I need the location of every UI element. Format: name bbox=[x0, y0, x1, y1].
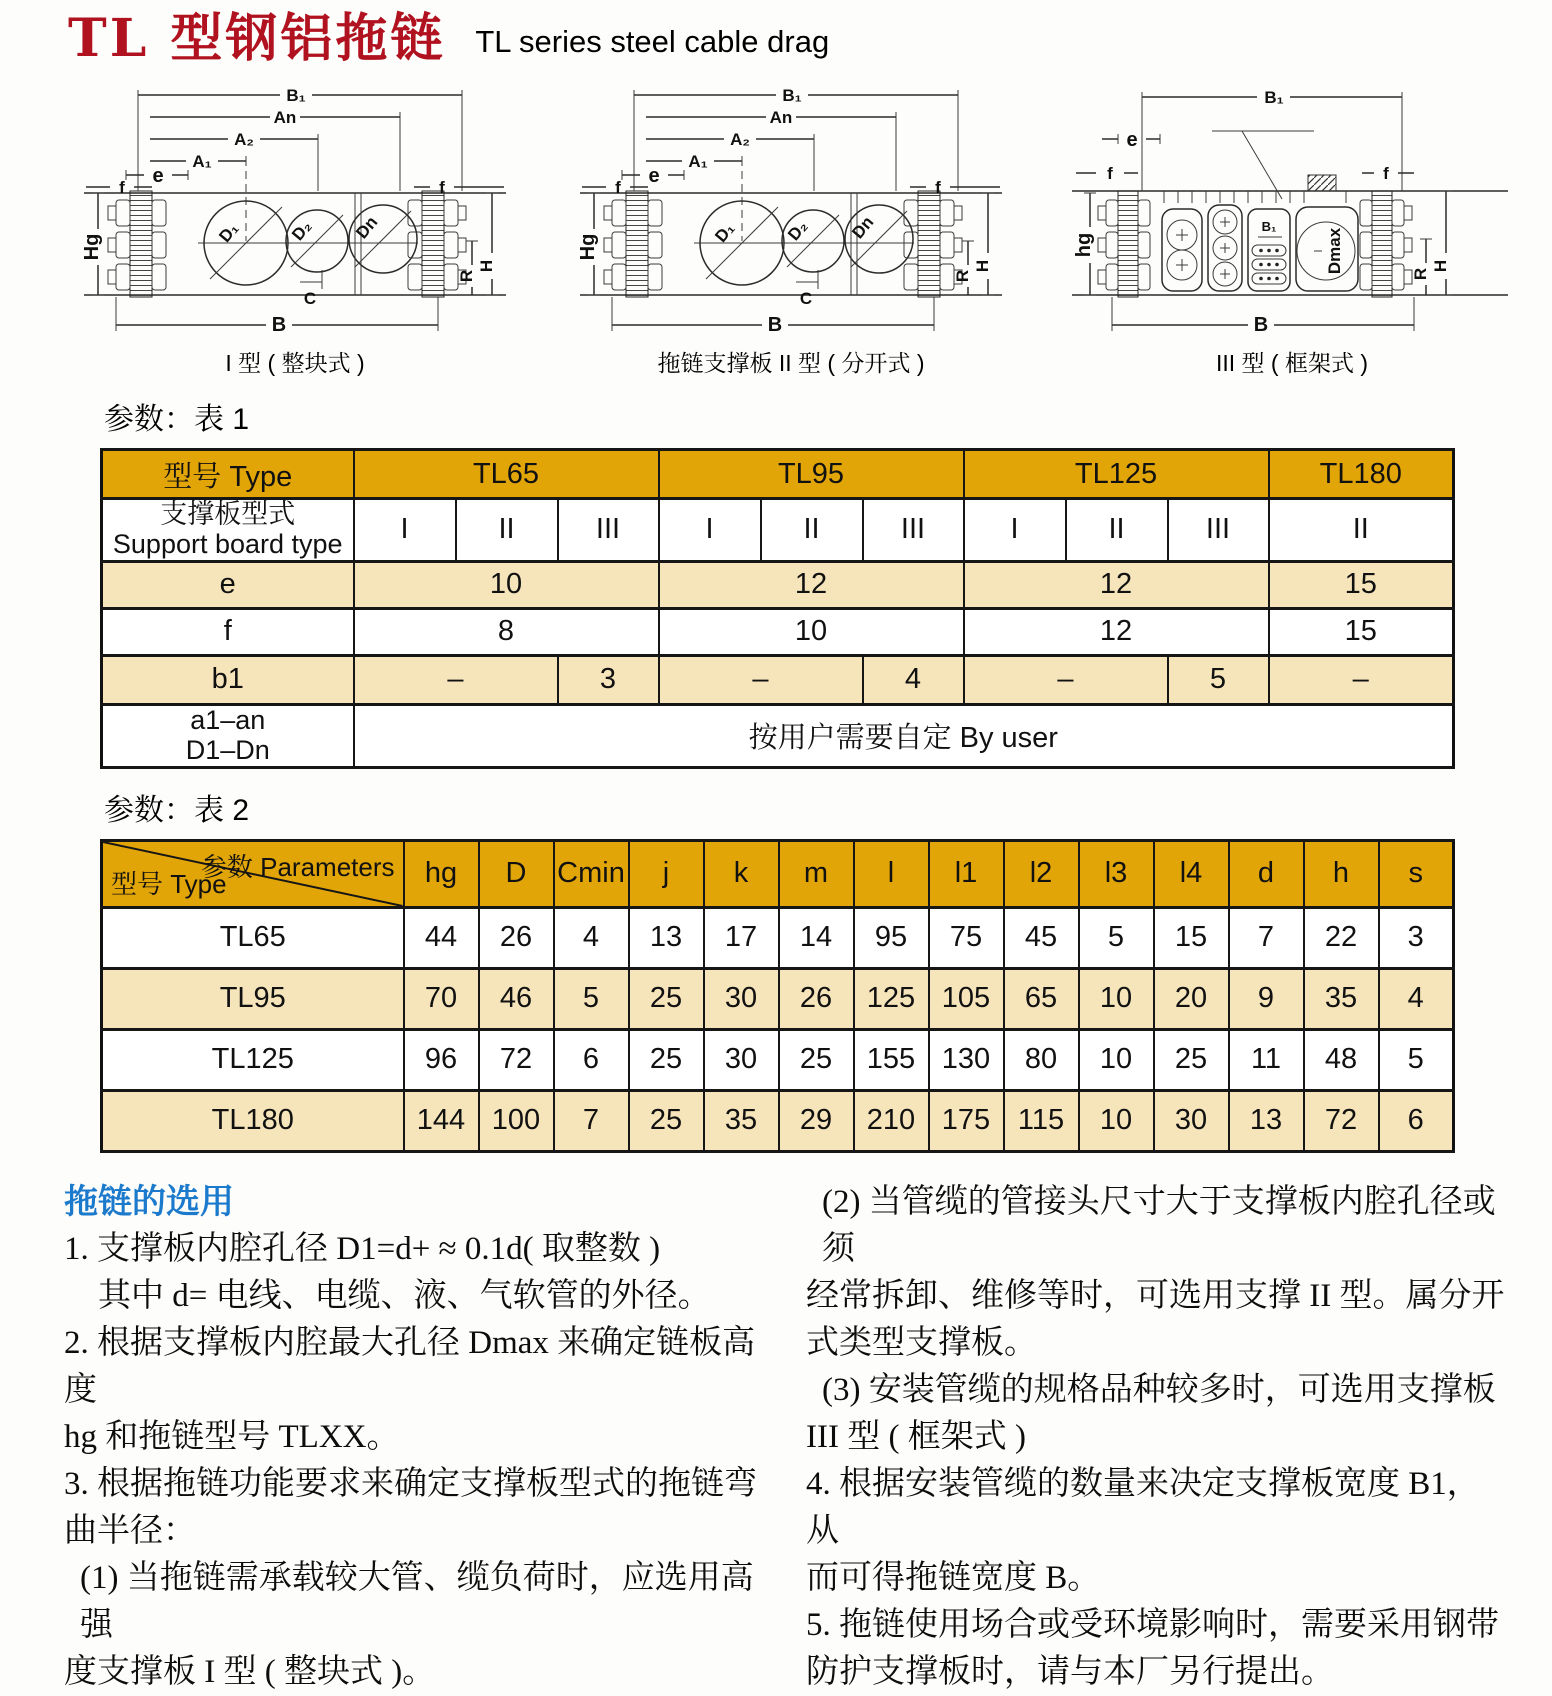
t2-col-header: l bbox=[854, 840, 929, 907]
t1-model-tl95: TL95 bbox=[659, 450, 964, 499]
t2-col-header: l2 bbox=[1004, 840, 1079, 907]
chain-link-right-3 bbox=[1360, 191, 1412, 297]
t2-col-header: Cmin bbox=[554, 840, 629, 907]
t2-cell: 5 bbox=[1079, 907, 1154, 968]
dim-label-f-left: f bbox=[1107, 164, 1113, 184]
t1-f-label: f bbox=[102, 608, 354, 655]
t1-type-header: 型号 Type bbox=[102, 450, 354, 499]
t2-cell: 5 bbox=[554, 968, 629, 1029]
t1-user-label-line2: D1–Dn bbox=[185, 734, 270, 765]
t1-cell: – bbox=[659, 655, 863, 704]
t2-cell: 5 bbox=[1379, 1029, 1454, 1090]
dim-label-a2: A₂ bbox=[234, 130, 254, 150]
t1-support-label-cn: 支撑板型式 bbox=[160, 499, 296, 530]
t2-cell: 125 bbox=[854, 968, 929, 1029]
t1-cell: 5 bbox=[1168, 655, 1269, 704]
note-line: 2. 根据支撑板内腔最大孔径 Dmax 来确定链板高度 bbox=[64, 1324, 756, 1408]
table-2 bbox=[100, 839, 1455, 1153]
dim-label-r: R bbox=[457, 270, 476, 283]
t1-cell: II bbox=[456, 499, 558, 561]
notes-heading: 拖链的选用 bbox=[64, 1182, 234, 1221]
t1-e-label: e bbox=[102, 561, 354, 608]
t1-user-label bbox=[102, 704, 354, 767]
diagram-block-3 bbox=[1062, 73, 1522, 378]
t2-model: TL95 bbox=[102, 968, 404, 1029]
dim-label-h: H bbox=[477, 260, 496, 273]
selection-notes bbox=[0, 1153, 1552, 1696]
dim-label-e: e bbox=[152, 165, 164, 188]
note-line: 而可得拖链宽度 B。 bbox=[806, 1559, 1101, 1596]
t2-cell: 17 bbox=[704, 907, 779, 968]
t2-cell: 72 bbox=[1304, 1090, 1379, 1151]
diagram-type-II bbox=[566, 73, 1016, 345]
t2-model: TL180 bbox=[102, 1090, 404, 1151]
t2-cell: 35 bbox=[704, 1090, 779, 1151]
t2-cell: 13 bbox=[629, 907, 704, 968]
t2-model: TL65 bbox=[102, 907, 404, 968]
table1-caption: 参数：表 1 bbox=[104, 403, 250, 437]
t1-cell: – bbox=[964, 655, 1168, 704]
t2-col-header: m bbox=[779, 840, 854, 907]
t2-cell: 155 bbox=[854, 1029, 929, 1090]
t2-col-header: l3 bbox=[1079, 840, 1154, 907]
t2-cell: 26 bbox=[479, 907, 554, 968]
note-line: 4. 根据安装管缆的数量来决定支撑板宽度 B1，从 bbox=[806, 1465, 1480, 1549]
page-header bbox=[0, 0, 1552, 67]
note-line: 经常拆卸、维修等时，可选用支撑 II 型。属分开 bbox=[806, 1277, 1505, 1314]
notes-right-column bbox=[806, 1179, 1512, 1696]
dim-label-a2: A₂ bbox=[730, 130, 750, 150]
note-line: hg 和拖链型号 TLXX。 bbox=[64, 1418, 400, 1455]
t1-user-value: 按用户需要自定 By user bbox=[354, 704, 1454, 767]
t2-cell: 25 bbox=[629, 968, 704, 1029]
note-line: 3. 根据拖链功能要求来确定支撑板型式的拖链弯 bbox=[64, 1465, 757, 1502]
t2-cell: 25 bbox=[629, 1090, 704, 1151]
t2-cell: 7 bbox=[554, 1090, 629, 1151]
dim-label-f-right: f bbox=[1383, 164, 1389, 184]
t2-cell: 65 bbox=[1004, 968, 1079, 1029]
chain-link-left-3 bbox=[1098, 191, 1150, 297]
dim-lines-top-1 bbox=[86, 90, 504, 191]
diagram-block-1 bbox=[70, 73, 520, 378]
t2-cell: 4 bbox=[1379, 968, 1454, 1029]
t2-cell: 44 bbox=[404, 907, 479, 968]
t2-cell: 22 bbox=[1304, 907, 1379, 968]
t2-cell: 25 bbox=[629, 1029, 704, 1090]
t2-cell: 20 bbox=[1154, 968, 1229, 1029]
diagram-block-2 bbox=[566, 73, 1016, 378]
dim-label-b1: B₁ bbox=[286, 86, 306, 106]
t2-model: TL125 bbox=[102, 1029, 404, 1090]
t1-cell: I bbox=[354, 499, 456, 561]
chain-link-left-2 bbox=[604, 191, 662, 297]
t2-row-tl125 bbox=[102, 1029, 1454, 1090]
t2-corner-cell bbox=[102, 840, 404, 907]
t2-cell: 48 bbox=[1304, 1029, 1379, 1090]
dim-label-h: H bbox=[1431, 260, 1450, 273]
t2-row-tl65 bbox=[102, 907, 1454, 968]
t2-cell: 115 bbox=[1004, 1090, 1079, 1151]
t2-cell: 35 bbox=[1304, 968, 1379, 1029]
diagrams-row bbox=[0, 67, 1552, 378]
dim-label-d2: D₂ bbox=[288, 216, 316, 245]
t1-cell: III bbox=[558, 499, 659, 561]
dim-label-dmax: Dmax bbox=[1325, 228, 1344, 275]
t1-cell: 10 bbox=[354, 561, 659, 608]
t1-cell: 10 bbox=[659, 608, 964, 655]
dim-label-h: H bbox=[973, 260, 992, 273]
t2-cell: 6 bbox=[554, 1029, 629, 1090]
t2-cell: 46 bbox=[479, 968, 554, 1029]
note-line: III 型 ( 框架式 ) bbox=[806, 1418, 1026, 1455]
t1-cell: I bbox=[659, 499, 761, 561]
t1-user-label-line1: a1–an bbox=[190, 704, 266, 735]
t2-cell: 95 bbox=[854, 907, 929, 968]
t2-cell: 15 bbox=[1154, 907, 1229, 968]
diagram-caption-2: 拖链支撑板 II 型 ( 分开式 ) bbox=[657, 350, 925, 377]
t1-cell: III bbox=[863, 499, 964, 561]
dim-label-f-right: f bbox=[935, 178, 941, 198]
dim-label-b: B bbox=[1253, 314, 1269, 337]
t2-col-header: D bbox=[479, 840, 554, 907]
diagram-caption-3: III 型 ( 框架式 ) bbox=[1215, 350, 1369, 377]
dim-label-a1: A₁ bbox=[688, 152, 708, 172]
t2-corner-type: 型号 Type bbox=[111, 868, 227, 899]
dim-lines-top-2 bbox=[582, 90, 1000, 191]
note-line: 其中 d= 电线、电缆、液、气软管的外径。 bbox=[98, 1277, 711, 1314]
t1-cell: – bbox=[354, 655, 558, 704]
t1-cell: – bbox=[1269, 655, 1454, 704]
note-line: (3) 安装管缆的规格品种较多时，可选用支撑板 bbox=[822, 1371, 1496, 1408]
t2-col-header: d bbox=[1229, 840, 1304, 907]
t2-cell: 80 bbox=[1004, 1029, 1079, 1090]
t2-col-header: k bbox=[704, 840, 779, 907]
t2-col-header: h bbox=[1304, 840, 1379, 907]
dim-label-b1: B₁ bbox=[782, 86, 802, 106]
t1-cell: II bbox=[1066, 499, 1168, 561]
dim-label-b: B bbox=[271, 314, 287, 337]
dim-lines-side-3 bbox=[1084, 191, 1452, 331]
t2-corner-parameters: 参数 Parameters bbox=[200, 851, 395, 882]
t2-col-header: j bbox=[629, 840, 704, 907]
t1-cell: II bbox=[1269, 499, 1454, 561]
t2-col-header: s bbox=[1379, 840, 1454, 907]
dim-label-b1-inner: B₁ bbox=[1261, 219, 1277, 235]
t2-cell: 175 bbox=[929, 1090, 1004, 1151]
t1-e-row bbox=[102, 561, 1454, 608]
t2-cell: 14 bbox=[779, 907, 854, 968]
t2-cell: 96 bbox=[404, 1029, 479, 1090]
t1-support-row bbox=[102, 499, 1454, 561]
note-line: 式类型支撑板。 bbox=[806, 1324, 1037, 1361]
dim-label-a1: A₁ bbox=[192, 152, 212, 172]
note-line: 曲半径： bbox=[64, 1512, 196, 1549]
t1-cell: I bbox=[964, 499, 1066, 561]
dim-label-e: e bbox=[648, 165, 660, 188]
t2-cell: 6 bbox=[1379, 1090, 1454, 1151]
dim-label-hg: hg bbox=[1073, 232, 1095, 258]
t1-cell: 4 bbox=[863, 655, 964, 704]
note-line: 度支撑板 I 型 ( 整块式 )。 bbox=[64, 1653, 436, 1690]
note-line: 1. 支撑板内腔孔径 D1=d+ ≈ 0.1d( 取整数 ) bbox=[64, 1230, 661, 1267]
t1-user-row bbox=[102, 704, 1454, 767]
dim-label-hg: Hg bbox=[577, 233, 599, 261]
t2-cell: 13 bbox=[1229, 1090, 1304, 1151]
note-line: 5. 拖链使用场合或受环境影响时，需要采用钢带 bbox=[806, 1606, 1499, 1643]
t2-cell: 29 bbox=[779, 1090, 854, 1151]
t1-header-row bbox=[102, 450, 1454, 499]
dim-label-r: R bbox=[953, 270, 972, 283]
dim-label-d2: D₂ bbox=[784, 216, 812, 245]
t2-cell: 7 bbox=[1229, 907, 1304, 968]
t1-f-row bbox=[102, 608, 1454, 655]
t2-col-header: l1 bbox=[929, 840, 1004, 907]
dim-label-dn: Dn bbox=[352, 212, 382, 243]
page-title-en: TL series steel cable drag bbox=[475, 24, 830, 60]
t2-cell: 30 bbox=[704, 1029, 779, 1090]
note-line: 防护支撑板时，请与本厂另行提出。 bbox=[806, 1653, 1334, 1690]
t2-cell: 144 bbox=[404, 1090, 479, 1151]
note-line: (1) 当拖链需承载较大管、缆负荷时，应选用高强 bbox=[80, 1559, 754, 1643]
t2-cell: 100 bbox=[479, 1090, 554, 1151]
dim-label-d1: D₁ bbox=[215, 219, 243, 247]
t2-cell: 26 bbox=[779, 968, 854, 1029]
table2-caption: 参数：表 2 bbox=[104, 793, 250, 827]
t1-b1-row bbox=[102, 655, 1454, 704]
t1-support-label-en: Support board type bbox=[112, 528, 343, 559]
dim-label-b1: B₁ bbox=[1264, 88, 1284, 108]
dim-label-f-right: f bbox=[439, 178, 445, 198]
t2-cell: 72 bbox=[479, 1029, 554, 1090]
t2-row-tl180 bbox=[102, 1090, 1454, 1151]
t1-model-tl125: TL125 bbox=[964, 450, 1269, 499]
t1-model-tl65: TL65 bbox=[354, 450, 659, 499]
table-1 bbox=[100, 448, 1455, 768]
dim-label-hg: Hg bbox=[81, 233, 103, 261]
note-line: (2) 当管缆的管接头尺寸大于支撑板内腔孔径或须 bbox=[822, 1183, 1496, 1267]
t2-cell: 25 bbox=[1154, 1029, 1229, 1090]
page-title-cn: TL 型钢铝拖链 bbox=[68, 8, 446, 69]
t1-cell: 12 bbox=[659, 561, 964, 608]
dim-label-f-left: f bbox=[615, 178, 621, 198]
t1-cell: 12 bbox=[964, 561, 1269, 608]
t2-cell: 30 bbox=[1154, 1090, 1229, 1151]
t1-support-label bbox=[102, 499, 354, 561]
t2-cell: 10 bbox=[1079, 968, 1154, 1029]
t1-cell: III bbox=[1168, 499, 1269, 561]
t2-cell: 45 bbox=[1004, 907, 1079, 968]
t1-cell: 15 bbox=[1269, 561, 1454, 608]
t2-header-row bbox=[102, 840, 1454, 907]
dim-label-b: B bbox=[767, 314, 783, 337]
t1-cell: II bbox=[761, 499, 863, 561]
t2-cell: 105 bbox=[929, 968, 1004, 1029]
t2-col-header: hg bbox=[404, 840, 479, 907]
t2-cell: 11 bbox=[1229, 1029, 1304, 1090]
t2-cell: 10 bbox=[1079, 1090, 1154, 1151]
chain-link-left-1 bbox=[108, 191, 166, 297]
diagram-type-I bbox=[70, 73, 520, 345]
dim-label-an: An bbox=[273, 108, 297, 128]
t1-cell: 8 bbox=[354, 608, 659, 655]
diagram-caption-1: I 型 ( 整块式 ) bbox=[225, 350, 365, 377]
t2-cell: 75 bbox=[929, 907, 1004, 968]
dim-label-c: C bbox=[303, 289, 317, 309]
t2-cell: 130 bbox=[929, 1029, 1004, 1090]
dim-label-d1: D₁ bbox=[711, 219, 739, 247]
dim-label-f-left: f bbox=[119, 178, 125, 198]
t1-cell: 3 bbox=[558, 655, 659, 704]
t2-col-header: l4 bbox=[1154, 840, 1229, 907]
notes-left-column bbox=[64, 1179, 770, 1696]
t2-cell: 3 bbox=[1379, 907, 1454, 968]
t2-cell: 4 bbox=[554, 907, 629, 968]
t2-cell: 25 bbox=[779, 1029, 854, 1090]
dim-label-e: e bbox=[1126, 129, 1138, 152]
t1-cell: 12 bbox=[964, 608, 1269, 655]
t2-row-tl95 bbox=[102, 968, 1454, 1029]
t2-cell: 210 bbox=[854, 1090, 929, 1151]
dim-label-c: C bbox=[799, 289, 813, 309]
dim-label-dn: Dn bbox=[848, 212, 878, 243]
dim-label-an: An bbox=[769, 108, 793, 128]
dim-label-r: R bbox=[1411, 268, 1430, 281]
diagram-type-III bbox=[1062, 73, 1522, 345]
t2-cell: 10 bbox=[1079, 1029, 1154, 1090]
t2-cell: 70 bbox=[404, 968, 479, 1029]
t2-cell: 30 bbox=[704, 968, 779, 1029]
t1-model-tl180: TL180 bbox=[1269, 450, 1454, 499]
t1-cell: 15 bbox=[1269, 608, 1454, 655]
t1-b1-label: b1 bbox=[102, 655, 354, 704]
t2-cell: 9 bbox=[1229, 968, 1304, 1029]
